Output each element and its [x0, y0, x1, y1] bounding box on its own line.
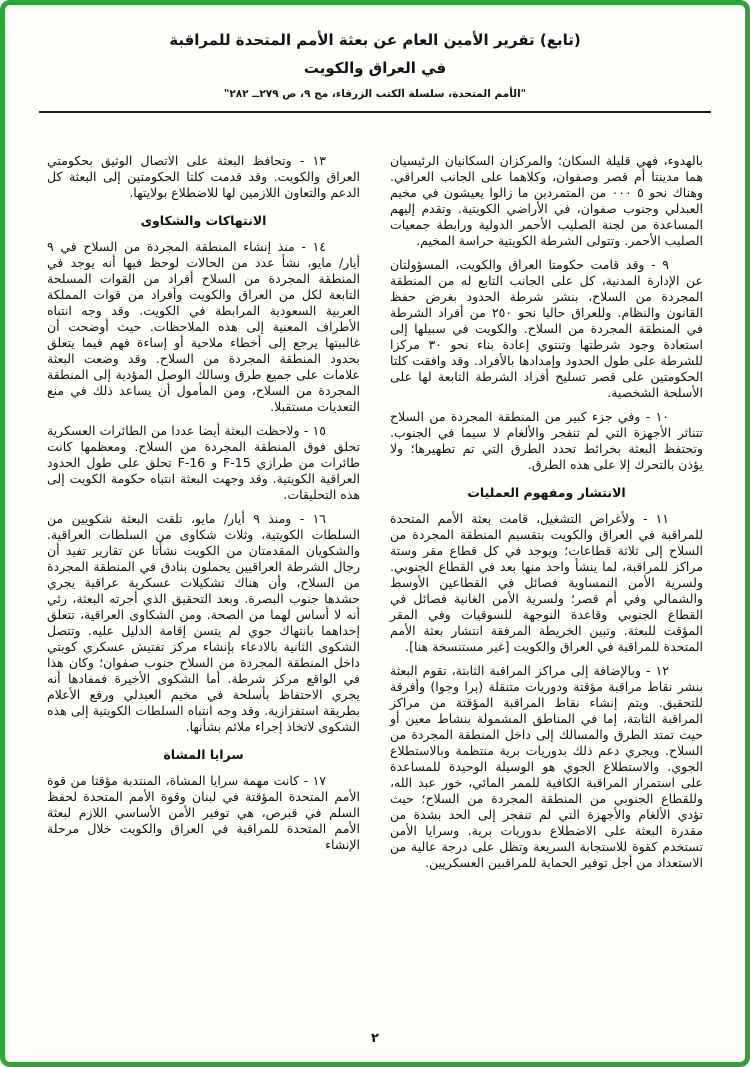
paragraph-12: ١٢ - وبالإضافة إلى مراكز المراقبة الثابتة، تقوم البعثة بنشر نقاط مراقبة مؤقتة ودوريات متنقلة (برا وجوا) وأفرقة للتحقيق. ويتم إنشاء نقاط المراقبة المؤقتة من مراكز المراقبة الثابتة، إما في المناطق المشمولة بنشاط معين أو حيث تمتد الطرق والمسالك إلى داخل المنطقة المجردة من السلاح. ويجري دعم ذلك بدوريات برية منتظمة وبالاستطلاع الجوي. والاستطلاع الجوي هو الوسيلة الوحيدة للمساعدة على استمرار المراقبة الكافية للممر المائي، خور عبد الله، وللقطاع الجنوبي من المنطقة المجردة من السلاح؛ حيث تؤدي الألغام والأجهزة التي لم تنفجر إلى الحد بشدة من مقدرة البعثة على الاضطلاع بدوريات برية. وسرايا الأمن تستخدم كقوة للاستجابة السريعة وتظل على درجة عالية من الاستعداد من أجل توفير الحماية للمراقبين العسكريين.	[390, 662, 703, 870]
paragraph-13: ١٣ - وتحافظ البعثة على الاتصال الوثيق بحكومتي العراق والكويت. وقد قدمت كلتا الحكومتين إلى البعثة كل الدعم والتعاون اللازمين لها للاضطلاع بولايتها.	[47, 152, 360, 200]
column-right	[390, 153, 703, 963]
document-header	[47, 31, 703, 100]
header-divider	[39, 111, 711, 113]
paragraph-8-continuation: بالهدوء، فهي قليلة السكان؛ والمركزان السكانيان الرئيسيان هما مدينتا أم قصر وصفوان، وكلاهما على الجانب العراقي. وهناك نحو ٥ ٠٠٠ من المتمردين ما زالوا يعيشون في مخيم العبدلي وجنوب صفوان، في الأراضي الكويتية. وتقدم إليهم المساعدة من لجنة الصليب الأحمر الدولية ورابطة جمعيات الصليب الأحمر. وتتولى الشرطة الكويتية حراسة المخيم.	[390, 152, 703, 248]
paragraph-9: ٩ - وقد قامت حكومتا العراق والكويت، المسؤولتان عن الإدارة المدنية، كل على الجانب التابع له من المنطقة المجردة من السلاح، بنشر شرطة الحدود بغرض حفظ القانون والنظام. وللعراق حاليا نحو ٢٥٠ من أفراد الشرطة في المنطقة المجردة من السلاح. والكويت في سبيلها إلى استعادة وجود شرطتها وتنتوي إعادة بناء نحو ٣٠ مركزا للشرطة على طول الحدود وإمدادها بالأفراد. وقد وافقت كلتا الحكومتين على قصر تسليح أفراد الشرطة التابعة لها على الأسلحة الشخصية.	[390, 256, 703, 400]
column-left	[47, 153, 360, 963]
page-number: ٢	[371, 1031, 379, 1046]
paragraph-10: ١٠ - وفي جزء كبير من المنطقة المجردة من السلاح تتناثر الأجهزة التي لم تنفجر والألغام لا سيما في الجنوب. وتحتفظ البعثة بخرائط تحدد الطرق التي تم تطهيرها؛ ولا يؤذن بالتحرك إلا على هذه الطرق.	[390, 408, 703, 472]
paragraph-16: ١٦ - ومنذ ٩ أيار/ مايو، تلقت البعثة شكويين من السلطات الكويتية، وثلاث شكاوى من السلطات العراقية. والشكويان المقدمتان من الكويت نشأتا عن تقارير تفيد أن رجال الشرطة العراقيين يحملون بنادق في المنطقة المجردة من السلاح، وأن هناك تشكيلات عسكرية عراقية يجري حشدها جنوب البصرة. وبعد التحقيق الذي أجرته البعثة، رئي أنه لا أساس لهما من الصحة. ومن الشكاوى العراقية، تتعلق إحداهما بانتهاك جوي لم يتسن إقامة الدليل عليه. وتتصل الشكوى الثانية بالادعاء بإنشاء مركز تفتيش عسكري كويتي داخل المنطقة المجردة من السلاح جنوب صفوان؛ وكان هذا في الواقع مركز شرطة. أما الشكوى الأخيرة فمفادها أنه يجري الاحتفاظ بأسلحة في مخيم العبدلي ورفع الأعلام بطريقة استفزازية. وقد وجه انتباه السلطات الكويتية إلى هذه الشكوى لاتخاذ إجراء ملائم بشأنها.	[47, 510, 360, 734]
section-heading-infantry: سرايا المشاة	[163, 746, 244, 762]
report-title-line2: في العراق والكويت	[303, 58, 447, 77]
section-heading-violations: الانتهاكات والشكاوى	[140, 212, 267, 228]
paragraph-17: ١٧ - كانت مهمة سرايا المشاة، المنتدبة مؤقتا من قوة الأمم المتحدة المؤقتة في لبنان وقوة الأمم المتحدة لحفظ السلم في قبرص، هي توفير الأمن الأساسي اللازم لبعثة الأمم المتحدة للمراقبة في العراق والكويت خلال مرحلة الإنشاء	[47, 772, 360, 852]
two-column-body	[47, 153, 703, 963]
paragraph-14: ١٤ - منذ إنشاء المنطقة المجردة من السلاح في ٩ أيار/ مايو، نشأ عدد من الحالات لوحظ فيها أنه يوجد في المنطقة المجردة من السلاح أفراد من القوات المسلحة التابعة لكل من العراق والكويت وأفراد من قوات المملكة العربية السعودية المرابطة في الكويت. وقد وجه انتباه الأطراف المعنية إلى هذه الملاحظات. حيث أوضحت أن غالبيتها يرجع إلى أخطاء ملاحية أو إساءة فهم فيما يتعلق بحدود المنطقة المجردة من السلاح. وقد وضعت البعثة علامات على جميع طرق وسالك الوصل المؤدية إلى المنطقة المجردة من السلاح، ومن المأمول أن يساعد ذلك في منع التعديات مستقبلا.	[47, 238, 360, 414]
source-citation: "الأمم المتحدة، سلسلة الكتب الزرقاء، مج ٩، ص ٢٧٩ــ ٢٨٢"	[223, 87, 527, 100]
paragraph-11: ١١ - ولأغراض التشغيل، قامت بعثة الأمم المتحدة للمراقبة في العراق والكويت بتقسيم المنطقة المجردة من السلاح إلى ثلاثة قطاعات؛ ويوجد في كل قطاع مقر وستة مراكز للمراقبة، لما ينشأ واحد منها بعد في القطاع الجنوبي. ولسرية الأمن النمساوية فصائل في القطاعين الأوسط والشمالي وفي أم قصر؛ ولسرية الأمن الغانية فصائل في القطاع الجنوبي وقاعدة النوجهة للسوقيات وفي المقر المؤقت للبعثة. وتبين الخريطة المرفقة انتشار بعثة الأمم المتحدة للمراقبة في العراق والكويت [غير مستنسخة هنا].	[390, 510, 703, 654]
paragraph-15: ١٥ - ولاحظت البعثة أيضا عددا من الطائرات العسكرية تحلق فوق المنطقة المجردة من السلاح. ومعظمها كانت طائرات من طرازي F-15 و F-16 تحلق على طول الحدود العراقية الكويتية. وقد وجهت البعثة انتباه حكومة الكويت إلى هذه التحليقات.	[47, 422, 361, 502]
report-title-line1: (تابع) تقرير الأمين العام عن بعثة الأمم المتحدة للمراقبة	[169, 31, 581, 49]
section-heading-deployment: الانتشار ومفهوم العمليات	[467, 484, 626, 500]
